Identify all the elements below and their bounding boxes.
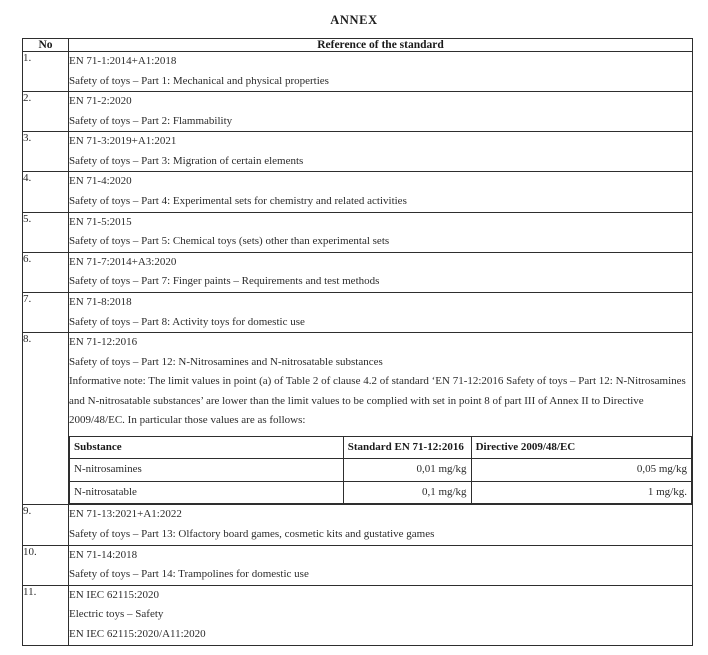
standards-table <box>22 38 693 646</box>
row-number: 9. <box>23 505 69 545</box>
table-header-row <box>23 39 693 52</box>
directive-limit-value: 0,05 mg/kg <box>471 459 691 482</box>
standard-code: EN 71-14:2018 <box>69 548 138 561</box>
table-row <box>23 292 693 332</box>
standard-code: EN 71-12:2016 <box>69 336 138 349</box>
table-row <box>23 52 693 92</box>
standards-table-container <box>22 38 692 646</box>
nested-header-row <box>70 436 692 459</box>
page-title: ANNEX <box>330 13 378 27</box>
standard-title: Safety of toys – Part 4: Experimental sets for chemistry and related activities <box>69 195 407 208</box>
substance-name: N-nitrosatable <box>70 481 344 504</box>
nested-table-row <box>70 481 692 504</box>
row-reference <box>69 545 693 585</box>
table-row <box>23 252 693 292</box>
column-header-no: No <box>23 39 69 52</box>
row-reference <box>69 505 693 545</box>
row-number: 11. <box>23 585 69 645</box>
standard-code: EN 71-5:2015 <box>69 215 132 228</box>
row-number: 5. <box>23 212 69 252</box>
row-reference <box>69 52 693 92</box>
standard-code: EN 71-8:2018 <box>69 295 132 308</box>
row-number: 2. <box>23 92 69 132</box>
column-header-reference: Reference of the standard <box>69 39 693 52</box>
nested-column-header-substance: Substance <box>70 436 344 459</box>
table-row <box>23 92 693 132</box>
table-row <box>23 505 693 545</box>
standard-amendment: EN IEC 62115:2020/A11:2020 <box>69 627 206 640</box>
standard-title: Safety of toys – Part 5: Chemical toys (sets) other than experimental sets <box>69 235 390 248</box>
row-number: 3. <box>23 132 69 172</box>
row-number: 1. <box>23 52 69 92</box>
informative-note: Informative note: The limit values in point (a) of Table 2 of clause 4.2 of standard ‘EN 71-12:2016 Safety of toys – Part 12: N-Nitrosamines and N-nitrosatable substances’ are lower than the limit values to be complied with set in point 8 of part III of Annex II to Directive 2009/48/EC. In particular those values are as follows: <box>69 375 686 427</box>
directive-limit-value: 1 mg/kg. <box>471 481 691 504</box>
row-reference <box>69 585 693 645</box>
row-reference <box>69 92 693 132</box>
row-reference <box>69 252 693 292</box>
table-row <box>23 333 693 505</box>
limit-values-table <box>69 436 692 505</box>
table-row <box>23 132 693 172</box>
row-reference <box>69 172 693 212</box>
nested-column-header-directive: Directive 2009/48/EC <box>471 436 691 459</box>
standard-title: Safety of toys – Part 3: Migration of certain elements <box>69 154 304 167</box>
table-row <box>23 212 693 252</box>
standard-title: Safety of toys – Part 1: Mechanical and physical properties <box>69 74 329 87</box>
standard-title: Safety of toys – Part 14: Trampolines for domestic use <box>69 568 309 581</box>
standard-code: EN 71-4:2020 <box>69 175 132 188</box>
nested-table-row <box>70 459 692 482</box>
row-number: 7. <box>23 292 69 332</box>
row-number: 6. <box>23 252 69 292</box>
standard-title: Safety of toys – Part 8: Activity toys for domestic use <box>69 315 305 328</box>
row-reference <box>69 212 693 252</box>
standard-code: EN 71-7:2014+A3:2020 <box>69 255 177 268</box>
standard-title: Safety of toys – Part 2: Flammability <box>69 114 233 127</box>
standard-code: EN 71-2:2020 <box>69 95 132 108</box>
row-reference <box>69 333 693 505</box>
nested-column-header-standard: Standard EN 71-12:2016 <box>343 436 471 459</box>
row-reference <box>69 132 693 172</box>
standard-code: EN 71-1:2014+A1:2018 <box>69 55 177 67</box>
standard-code: EN 71-3:2019+A1:2021 <box>69 135 177 148</box>
standard-code: EN 71-13:2021+A1:2022 <box>69 508 182 521</box>
table-row <box>23 545 693 585</box>
table-row <box>23 585 693 645</box>
row-number: 10. <box>23 545 69 585</box>
standard-limit-value: 0,1 mg/kg <box>343 481 471 504</box>
row-number: 4. <box>23 172 69 212</box>
standard-title: Safety of toys – Part 13: Olfactory board games, cosmetic kits and gustative games <box>69 528 435 541</box>
table-row <box>23 172 693 212</box>
standard-limit-value: 0,01 mg/kg <box>343 459 471 482</box>
standard-title: Safety of toys – Part 7: Finger paints – Requirements and test methods <box>69 275 380 288</box>
row-reference <box>69 292 693 332</box>
standard-title: Safety of toys – Part 12: N-Nitrosamines and N-nitrosatable substances <box>69 355 383 368</box>
standard-title: Electric toys – Safety <box>69 608 164 621</box>
substance-name: N-nitrosamines <box>70 459 344 482</box>
row-number: 8. <box>23 333 69 505</box>
standard-code: EN IEC 62115:2020 <box>69 588 160 601</box>
